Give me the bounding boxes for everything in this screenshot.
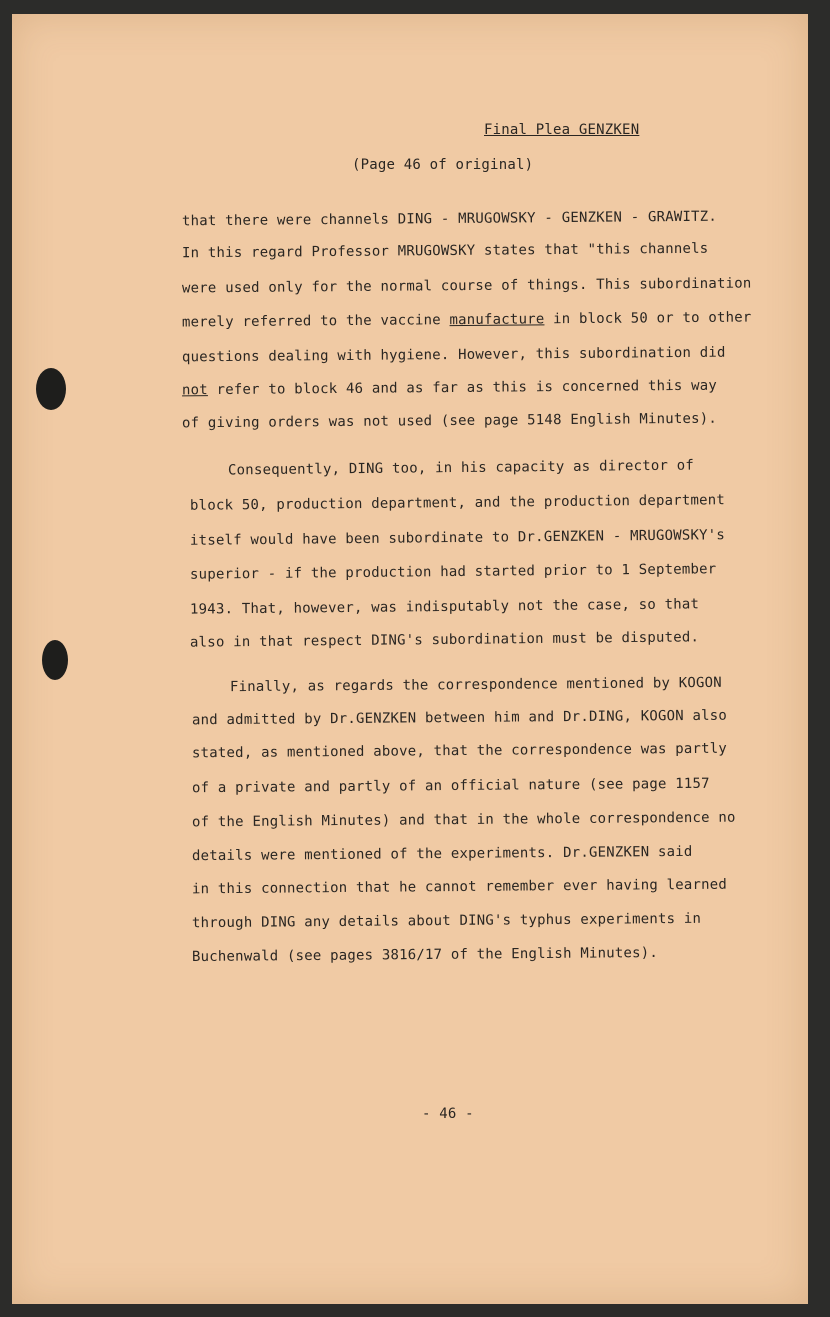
paragraph-2-line: superior - if the production had started prior to 1 September (189, 561, 717, 583)
punch-hole (42, 640, 68, 680)
paragraph-3-line: in this connection that he cannot remember ever having learned (191, 876, 728, 898)
paragraph-3-line: and admitted by Dr.GENZKEN between him and Dr.DING, KOGON also (191, 707, 728, 729)
paragraph-3-line: through DING any details about DING's typhus experiments in (191, 910, 702, 932)
paragraph-1-line: were used only for the normal course of things. This subordination (181, 275, 752, 297)
paragraph-2-line: Consequently, DING too, in his capacity as director of (227, 457, 695, 479)
paragraph-1-line: questions dealing with hygiene. However, this subordination did (181, 344, 726, 366)
paragraph-2-line: itself would have been subordinate to Dr.GENZKEN - MRUGOWSKY's (189, 527, 726, 549)
paragraph-3-line: Buchenwald (see pages 3816/17 of the English Minutes). (191, 944, 659, 966)
paragraph-3-line: stated, as mentioned above, that the correspondence was partly (191, 740, 728, 762)
underlined-word: manufacture (449, 311, 545, 329)
paragraph-1-line: of giving orders was not used (see page 5148 English Minutes). (181, 410, 718, 432)
underlined-word: not (181, 382, 208, 399)
document-heading: Final Plea GENZKEN (484, 122, 640, 138)
paragraph-1-line: not refer to block 46 and as far as this is concerned this way (181, 377, 718, 399)
paragraph-1-line: In this regard Professor MRUGOWSKY states that "this channels (181, 240, 709, 262)
document-page (12, 14, 808, 1304)
paragraph-1-line: merely referred to the vaccine manufacture in block 50 or to other (181, 309, 752, 331)
paragraph-2-line: 1943. That, however, was indisputably not the case, so that (189, 596, 700, 618)
paragraph-2-line: also in that respect DING's subordination must be disputed. (189, 629, 700, 651)
page-number: - 46 - (422, 1106, 474, 1122)
paragraph-2-line: block 50, production department, and the production department (189, 492, 726, 514)
paragraph-3-line: details were mentioned of the experiments. Dr.GENZKEN said (191, 843, 693, 865)
punch-hole (36, 368, 66, 410)
paragraph-3-line: of a private and partly of an official nature (see page 1157 (191, 775, 710, 797)
paragraph-3-line: Finally, as regards the correspondence mentioned by KOGON (229, 674, 722, 696)
page-reference: (Page 46 of original) (352, 157, 534, 173)
paragraph-1-line: that there were channels DING - MRUGOWSKY - GENZKEN - GRAWITZ. (181, 208, 718, 230)
paragraph-3-line: of the English Minutes) and that in the whole correspondence no (191, 809, 736, 831)
